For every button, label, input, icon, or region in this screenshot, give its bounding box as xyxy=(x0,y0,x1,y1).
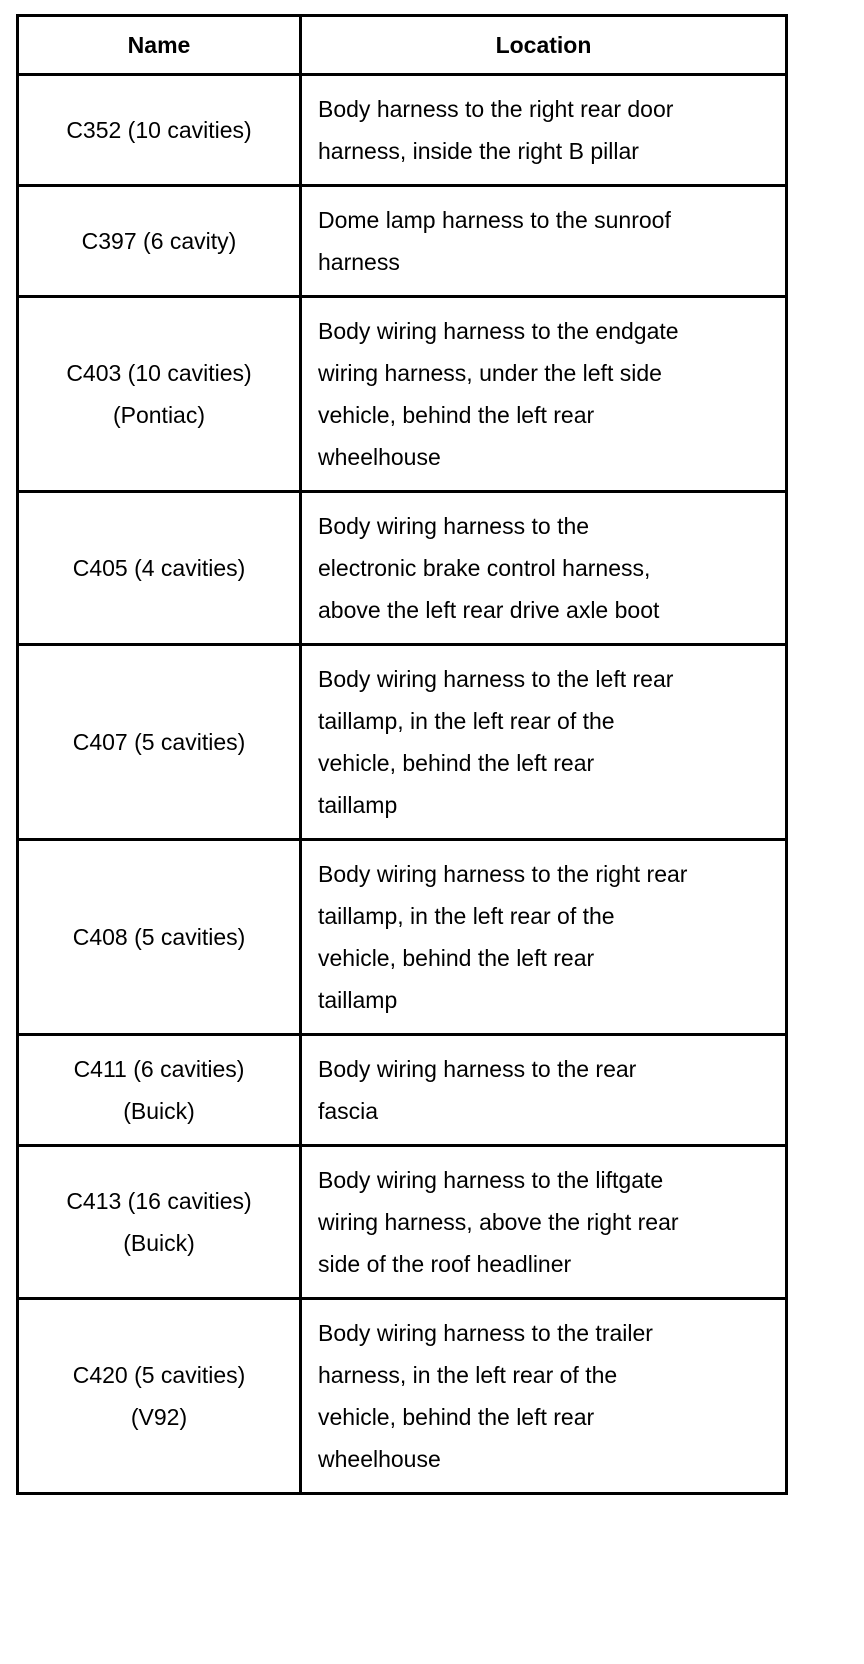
connector-location-line: fascia xyxy=(318,1098,379,1124)
connector-name-line: C413 (16 cavities) xyxy=(66,1188,252,1214)
connector-location-line: Body wiring harness to the trailer xyxy=(318,1320,653,1346)
connector-location-line: taillamp, in the left rear of the xyxy=(318,708,615,734)
connector-location-cell xyxy=(301,1299,787,1494)
connector-location-line: Body harness to the right rear door xyxy=(318,96,674,122)
connector-name-line: C420 (5 cavities) xyxy=(72,1362,246,1388)
table-row xyxy=(18,492,787,645)
connector-location-cell xyxy=(301,186,787,297)
connector-name-line: (Buick) xyxy=(123,1098,195,1124)
table-row xyxy=(18,1146,787,1299)
connector-location-line: wiring harness, above the right rear xyxy=(318,1209,679,1235)
connector-location-line: Body wiring harness to the endgate xyxy=(318,318,679,344)
connector-name-line: C405 (4 cavities) xyxy=(72,555,246,581)
connector-location-line: side of the roof headliner xyxy=(318,1251,572,1277)
connector-name-line: (Pontiac) xyxy=(112,402,206,428)
table-header xyxy=(18,16,787,75)
connector-location-line: wiring harness, under the left side xyxy=(318,360,662,386)
connector-name-line: (V92) xyxy=(130,1404,188,1430)
column-header-location: Location xyxy=(301,16,787,75)
table-row xyxy=(18,75,787,186)
connector-location-line: Body wiring harness to the xyxy=(318,513,590,539)
connector-location-cell xyxy=(301,645,787,840)
connector-location-cell xyxy=(301,1035,787,1146)
connector-location-line: Body wiring harness to the left rear xyxy=(318,666,674,692)
connector-location-line: Body wiring harness to the liftgate xyxy=(318,1167,664,1193)
connector-name-cell xyxy=(18,297,301,492)
connector-name-cell xyxy=(18,75,301,186)
connector-location-cell xyxy=(301,297,787,492)
connector-name-line: C411 (6 cavities) xyxy=(73,1056,245,1082)
table-row xyxy=(18,297,787,492)
connector-name-line: C407 (5 cavities) xyxy=(72,729,246,755)
table-row xyxy=(18,1035,787,1146)
column-header-name: Name xyxy=(18,16,301,75)
connector-name-cell xyxy=(18,492,301,645)
connector-name-line: C397 (6 cavity) xyxy=(81,228,237,254)
connector-name-cell xyxy=(18,1299,301,1494)
connector-location-line: wheelhouse xyxy=(318,1446,441,1472)
connector-location-line: vehicle, behind the left rear xyxy=(318,750,595,776)
connector-location-line: above the left rear drive axle boot xyxy=(318,597,660,623)
table-row xyxy=(18,840,787,1035)
connector-name-cell xyxy=(18,1146,301,1299)
table-row xyxy=(18,645,787,840)
connector-name-cell xyxy=(18,840,301,1035)
header-row xyxy=(18,16,787,75)
connector-location-line: harness xyxy=(318,249,400,275)
connector-location-line: vehicle, behind the left rear xyxy=(318,402,595,428)
connector-location-line: Dome lamp harness to the sunroof xyxy=(318,207,671,233)
table-row xyxy=(18,1299,787,1494)
table-row xyxy=(18,186,787,297)
connector-location-line: electronic brake control harness, xyxy=(318,555,651,581)
connector-name-cell xyxy=(18,1035,301,1146)
connector-location-line: taillamp xyxy=(318,792,398,818)
connector-location-cell xyxy=(301,75,787,186)
connector-name-cell xyxy=(18,645,301,840)
connector-location-line: wheelhouse xyxy=(318,444,441,470)
connector-location-line: taillamp xyxy=(318,987,398,1013)
connector-location-line: harness, in the left rear of the xyxy=(318,1362,618,1388)
connector-location-cell xyxy=(301,840,787,1035)
connector-name-line: C352 (10 cavities) xyxy=(66,117,252,143)
connector-name-line: (Buick) xyxy=(123,1230,195,1256)
connector-location-line: Body wiring harness to the right rear xyxy=(318,861,688,887)
connector-location-line: harness, inside the right B pillar xyxy=(318,138,639,164)
connector-location-line: vehicle, behind the left rear xyxy=(318,945,595,971)
connector-name-line: C403 (10 cavities) xyxy=(66,360,252,386)
connector-location-line: Body wiring harness to the rear xyxy=(318,1056,637,1082)
connector-table xyxy=(16,14,788,1495)
connector-name-line: C408 (5 cavities) xyxy=(72,924,246,950)
connector-location-line: taillamp, in the left rear of the xyxy=(318,903,615,929)
connector-location-cell xyxy=(301,492,787,645)
connector-location-cell xyxy=(301,1146,787,1299)
connector-location-line: vehicle, behind the left rear xyxy=(318,1404,595,1430)
connector-name-cell xyxy=(18,186,301,297)
table-body xyxy=(18,75,787,1494)
